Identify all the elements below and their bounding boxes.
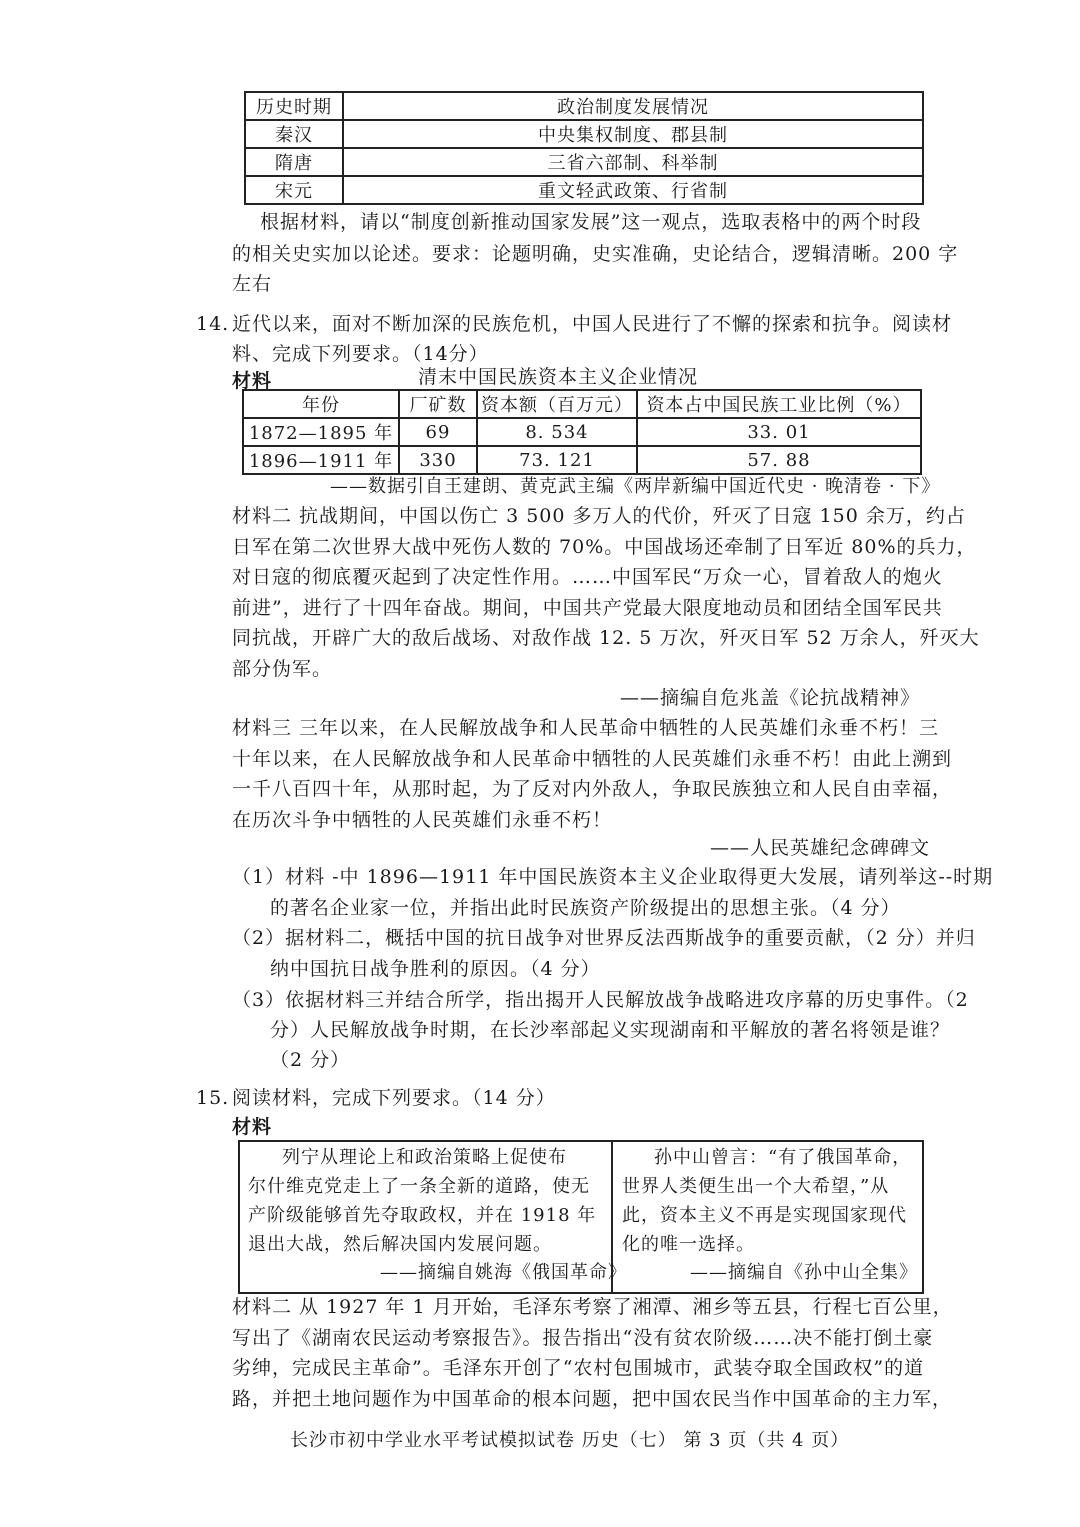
q14-number: 14. xyxy=(196,313,230,335)
q14-header: 年份 xyxy=(243,390,399,418)
q14-material3-line1: 材料三 三年以来，在人民解放战争和人民革命中牺牲的人民英雄们永垂不朽！三 xyxy=(232,717,940,739)
q15-right-line1: 孙中山曾言：“有了俄国革命， xyxy=(654,1147,912,1168)
q14-stem-line2: 料、完成下列要求。（14分） xyxy=(232,343,489,365)
q14-material2-line3: 对日寇的彻底覆灭起到了决定性作用。……中国军民“万众一心，冒着敌人的炮火 xyxy=(232,566,943,588)
q14-stem-line1: 近代以来，面对不断加深的民族危机，中国人民进行了不懈的探索和抗争。阅读材 xyxy=(232,313,953,335)
q13-instruction-line2: 的相关史实加以论述。要求：论题明确，史实准确，史论结合，逻辑清晰。200 字 xyxy=(232,243,959,265)
q13-instruction-line1: 根据材料，请以“制度创新推动国家发展”这一观点，选取表格中的两个时段 xyxy=(260,211,922,233)
q14-material3-line3: 一千八百四十年，从那时起，为了反对内外敌人，争取民族独立和人民自由幸福， xyxy=(232,778,953,800)
q14-cell: 69 xyxy=(399,418,477,446)
q14-material3-line4: 在历次斗争中牺牲的人民英雄们永垂不朽！ xyxy=(232,809,613,831)
q15-stem: 阅读材料，完成下列要求。（14 分） xyxy=(232,1087,556,1109)
q14-cell: 73. 121 xyxy=(477,446,637,474)
q15-number: 15. xyxy=(196,1087,230,1109)
q15-right-line2: 世界人类便生出一个大希望，”从 xyxy=(622,1176,890,1197)
q15-left-line3: 产阶级能够首先夺取政权，并在 1918 年 xyxy=(248,1205,597,1226)
q13-instruction-line3: 左右 xyxy=(232,273,273,295)
q14-material2-line5: 同抗战，开辟广大的敌后战场、对敌作战 12. 5 万次，歼灭日军 52 万余人，歼灭大 xyxy=(232,627,980,649)
q14-material3-line2: 十年以来，在人民解放战争和人民革命中牺牲的人民英雄们永垂不朽！由此上溯到 xyxy=(232,748,953,770)
q13-cell: 重文轻武政策、行省制 xyxy=(343,176,923,204)
q14-header: 资本占中国民族工业比例（%） xyxy=(637,390,921,418)
q14-material1-label: 材料 xyxy=(232,370,273,392)
q15-left-line1: 列宁从理论上和政治策略上促使布 xyxy=(282,1147,567,1168)
q13-header-period: 历史时期 xyxy=(245,92,343,120)
q14-cell: 57. 88 xyxy=(637,446,921,474)
q15-left-source: ——摘编自姚海《俄国革命》 xyxy=(380,1262,627,1283)
q13-cell: 中央集权制度、郡县制 xyxy=(343,120,923,148)
q14-sub1-line2: 的著名企业家一位，并指出此时民族资产阶级提出的思想主张。（4 分） xyxy=(270,897,901,919)
q15-material1-label: 材料 xyxy=(232,1116,273,1138)
q14-material2-line2: 日军在第二次世界大战中死伤人数的 70%。中国战场还牵制了日军近 80%的兵力， xyxy=(232,536,977,558)
q14-material2-line4: 前进”，进行了十四年奋战。期间，中国共产党最大限度地动员和团结全国军民共 xyxy=(232,597,943,619)
q13-cell: 隋唐 xyxy=(245,148,343,176)
q14-header: 资本额（百万元） xyxy=(477,390,637,418)
q14-cell: 33. 01 xyxy=(637,418,921,446)
q14-sub1-line1: （1）材料 -中 1896—1911 年中国民族资本主义企业取得更大发展，请列举这--时期 xyxy=(232,866,994,888)
q15-material2-line3: 劣绅，完成民主革命”。毛泽东开创了“农村包围城市，武装夺取全国政权”的道 xyxy=(232,1357,925,1379)
q14-table xyxy=(242,389,922,475)
q15-left-line2: 尔什维克党走上了一条全新的道路，使无 xyxy=(248,1176,590,1197)
q14-cell: 1872—1895 年 xyxy=(243,418,399,446)
q14-sub3-line1: （3）依据材料三并结合所学，指出揭开人民解放战争战略进攻序幕的历史事件。（2 xyxy=(232,989,969,1011)
q15-material2-line4: 路，并把土地问题作为中国革命的根本问题，把中国农民当作中国革命的主力军， xyxy=(232,1388,953,1410)
q14-cell: 1896—1911 年 xyxy=(243,446,399,474)
q14-material2-line6: 部分伪军。 xyxy=(232,658,333,680)
q14-material3-source: ——人民英雄纪念碑碑文 xyxy=(709,837,930,859)
q13-cell: 秦汉 xyxy=(245,120,343,148)
q13-header-development: 政治制度发展情况 xyxy=(343,92,923,120)
q14-header: 厂矿数 xyxy=(399,390,477,418)
q15-right-source: ——摘编自《孙中山全集》 xyxy=(690,1262,918,1283)
q14-cell: 330 xyxy=(399,446,477,474)
q15-material2-line1: 材料二 从 1927 年 1 月开始，毛泽东考察了湘潭、湘乡等五县，行程七百公里， xyxy=(232,1296,953,1318)
q14-material2-source: ——摘编自危兆盖《论抗战精神》 xyxy=(619,687,920,709)
q15-right-line3: 此，资本主义不再是实现国家现代 xyxy=(622,1205,907,1226)
q14-sub2-line2: 纳中国抗日战争胜利的原因。（4 分） xyxy=(270,958,601,980)
q14-material1-source: ——数据引自王建朗、黄克武主编《两岸新编中国近代史 · 晚清卷 · 下》 xyxy=(330,476,941,497)
q15-material2-line2: 写出了《湖南农民运动考察报告》。报告指出“没有贫农阶级……决不能打倒土豪 xyxy=(232,1327,934,1349)
q14-sub3-line3: （2 分） xyxy=(270,1049,351,1071)
q14-sub3-line2: 分）人民解放战争时期，在长沙率部起义实现湖南和平解放的著名将领是谁？ xyxy=(270,1019,951,1041)
q14-cell: 8. 534 xyxy=(477,418,637,446)
q14-sub2-line1: （2）据材料二，概括中国的抗日战争对世界反法西斯战争的重要贡献，（2 分）并归 xyxy=(232,927,976,949)
page-footer: 长沙市初中学业水平考试模拟试卷 历史（七） 第 3 页（共 4 页） xyxy=(290,1430,850,1451)
q13-cell: 宋元 xyxy=(245,176,343,204)
q15-right-line4: 化的唯一选择。 xyxy=(622,1234,755,1255)
q15-left-line4: 退出大战，然后解决国内发展问题。 xyxy=(248,1234,552,1255)
q14-material1-title: 清末中国民族资本主义企业情况 xyxy=(418,366,699,388)
q13-table xyxy=(244,91,924,205)
q13-cell: 三省六部制、科举制 xyxy=(343,148,923,176)
q14-material2-line1: 材料二 抗战期间，中国以伤亡 3 500 多万人的代价，歼灭了日寇 150 余万，约占 xyxy=(232,505,966,527)
